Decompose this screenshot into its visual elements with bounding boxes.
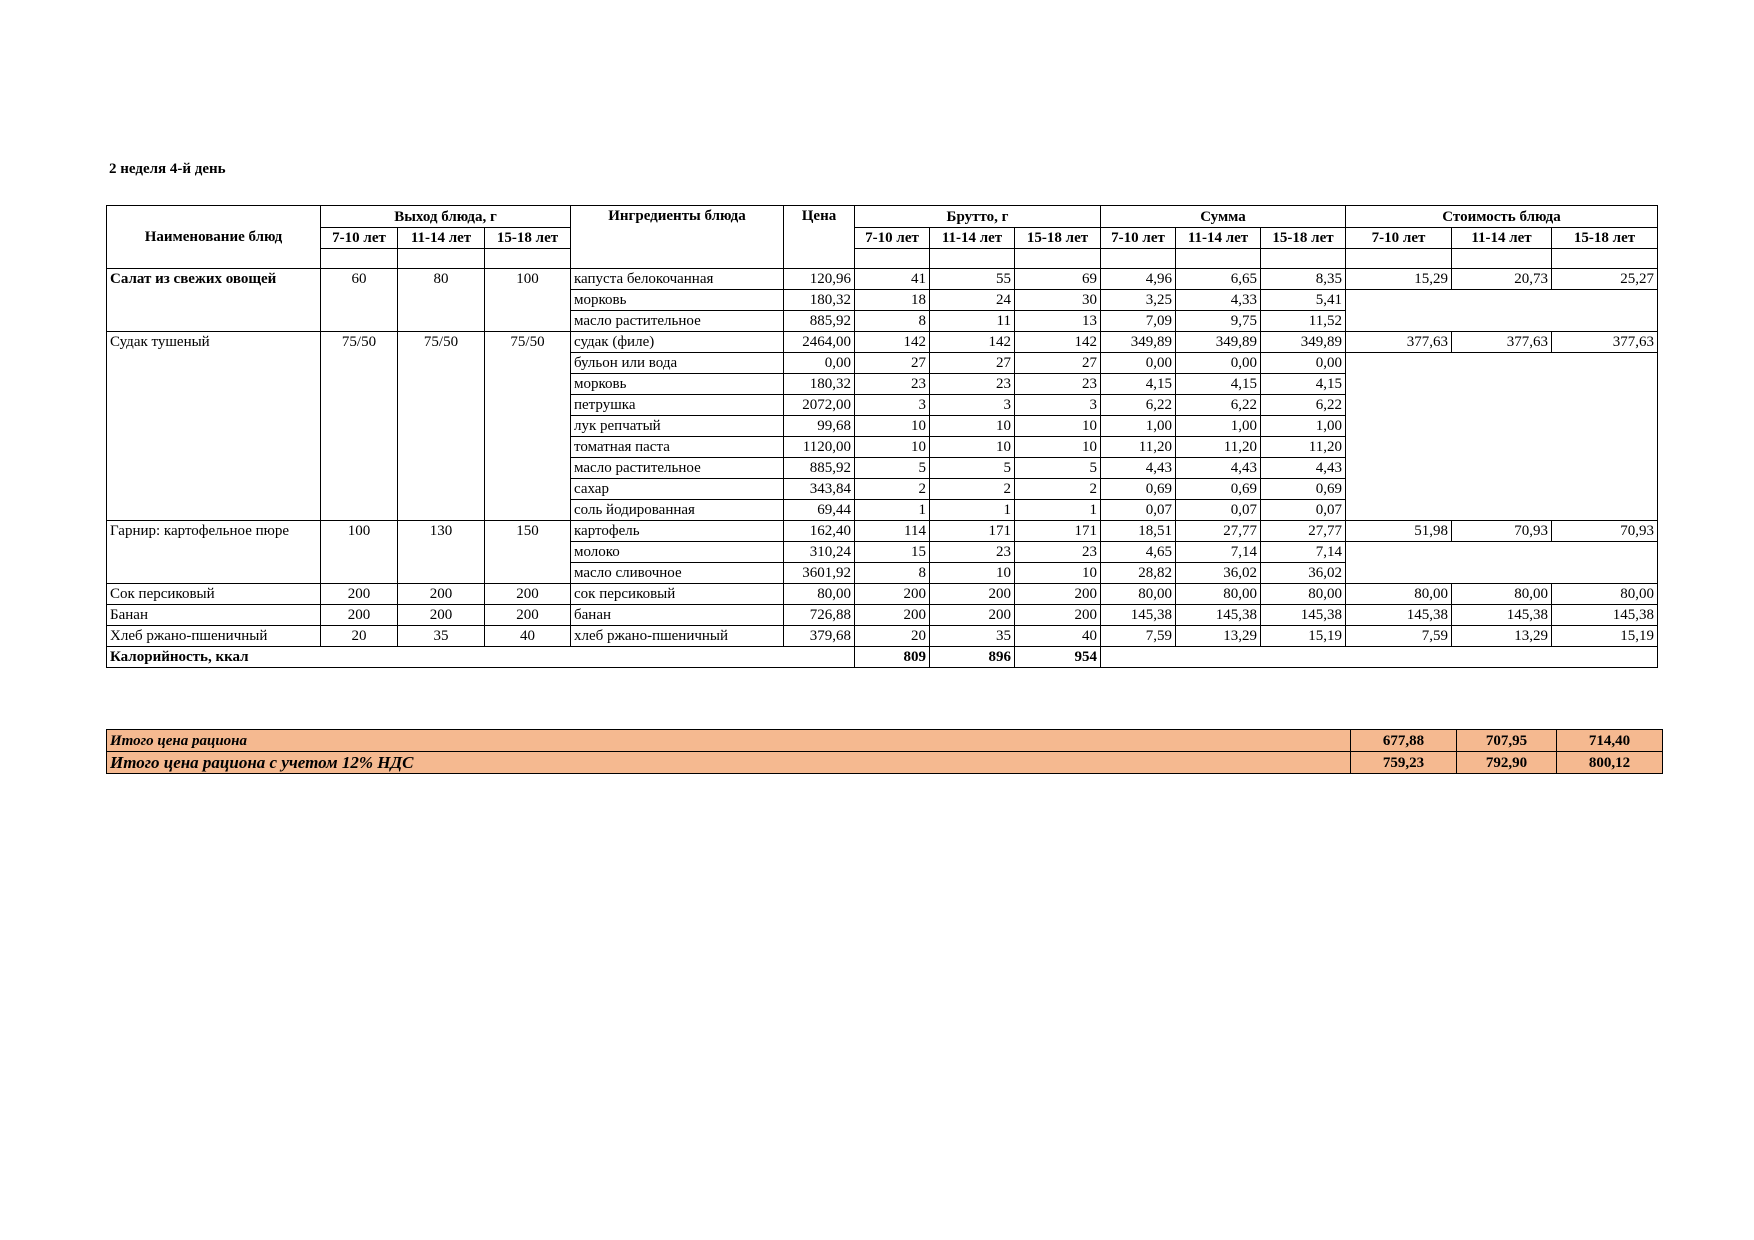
ingredient-gross: 10 [930,437,1015,458]
age-header: 11-14 лет [1452,228,1552,249]
ingredient-price: 0,00 [784,353,855,374]
dish-yield: 200 [485,605,571,626]
ingredient-sum: 11,52 [1261,311,1346,332]
header-yield: Выход блюда, г [321,206,571,228]
totals-label: Итого цена рациона [107,730,1351,752]
totals-vat-row [107,752,1663,774]
ingredient-gross: 5 [1015,458,1101,479]
dish-cost: 80,00 [1452,584,1552,605]
ingredient-gross: 10 [1015,563,1101,584]
ingredient-sum: 145,38 [1261,605,1346,626]
age-header: 11-14 лет [930,228,1015,249]
dish-cost: 145,38 [1452,605,1552,626]
dish-cost: 51,98 [1346,521,1452,542]
ingredient-gross: 23 [930,374,1015,395]
ingredient-gross: 142 [855,332,930,353]
ingredient-sum: 7,59 [1101,626,1176,647]
header-dish-name: Наименование блюд [107,206,321,269]
ingredient-gross: 2 [1015,479,1101,500]
ingredient-gross: 23 [930,542,1015,563]
header-row-ages [107,228,1658,249]
ingredient-sum: 0,07 [1101,500,1176,521]
menu-body [107,269,1658,647]
ingredient-sum: 145,38 [1101,605,1176,626]
ingredient-name: бульон или вода [571,353,784,374]
ingredient-sum: 4,65 [1101,542,1176,563]
dish-cost: 15,19 [1552,626,1658,647]
ingredient-sum: 7,14 [1176,542,1261,563]
ingredient-gross: 200 [1015,605,1101,626]
totals-value: 714,40 [1557,730,1663,752]
ingredient-name: масло сливочное [571,563,784,584]
dish-yield: 150 [485,521,571,584]
ingredient-row [107,584,1658,605]
ingredient-name: томатная паста [571,437,784,458]
header-dish-cost: Стоимость блюда [1346,206,1658,228]
ingredient-row [107,521,1658,542]
totals-vat-label: Итого цена рациона с учетом 12% НДС [107,752,1351,774]
ingredient-gross: 142 [1015,332,1101,353]
ingredient-gross: 15 [855,542,930,563]
ingredient-sum: 6,22 [1176,395,1261,416]
ingredient-price: 162,40 [784,521,855,542]
dish-yield: 75/50 [398,332,485,521]
ingredient-gross: 13 [1015,311,1101,332]
ingredient-gross: 27 [1015,353,1101,374]
ingredient-sum: 0,00 [1176,353,1261,374]
ingredient-gross: 10 [855,416,930,437]
ingredient-gross: 10 [1015,437,1101,458]
dish-yield: 40 [485,626,571,647]
dish-cost-empty [1346,290,1658,332]
dish-yield: 100 [485,269,571,332]
ingredient-name: сахар [571,479,784,500]
ingredient-row [107,332,1658,353]
dish-cost: 145,38 [1552,605,1658,626]
dish-cost-empty [1346,353,1658,521]
totals-row [107,730,1663,752]
ingredient-price: 180,32 [784,290,855,311]
dish-cost: 377,63 [1452,332,1552,353]
dish-cost: 145,38 [1346,605,1452,626]
ingredient-sum: 349,89 [1176,332,1261,353]
age-header: 15-18 лет [1015,228,1101,249]
ingredient-gross: 1 [1015,500,1101,521]
ingredient-sum: 4,33 [1176,290,1261,311]
ingredient-name: молоко [571,542,784,563]
ingredient-gross: 1 [855,500,930,521]
ingredient-sum: 6,65 [1176,269,1261,290]
dish-cost: 377,63 [1346,332,1452,353]
ingredient-name: сок персиковый [571,584,784,605]
header-price: Цена [784,206,855,269]
ingredient-price: 726,88 [784,605,855,626]
dish-cost: 7,59 [1346,626,1452,647]
ingredient-name: соль йодированная [571,500,784,521]
ingredient-sum: 27,77 [1176,521,1261,542]
ingredient-sum: 0,69 [1101,479,1176,500]
ingredient-sum: 9,75 [1176,311,1261,332]
ingredient-sum: 5,41 [1261,290,1346,311]
ingredient-price: 99,68 [784,416,855,437]
ingredient-sum: 1,00 [1101,416,1176,437]
ingredient-row [107,626,1658,647]
dish-cost: 70,93 [1452,521,1552,542]
calories-value: 896 [930,647,1015,668]
ingredient-sum: 18,51 [1101,521,1176,542]
calories-row [107,647,1658,668]
dish-cost: 80,00 [1346,584,1452,605]
ingredient-gross: 3 [855,395,930,416]
ingredient-sum: 145,38 [1176,605,1261,626]
totals-vat-value: 792,90 [1457,752,1557,774]
ingredient-sum: 4,43 [1176,458,1261,479]
dish-cost: 25,27 [1552,269,1658,290]
ingredient-sum: 6,22 [1261,395,1346,416]
calories-empty [1101,647,1658,668]
dish-name: Хлеб ржано-пшеничный [107,626,321,647]
dish-cost-empty [1346,542,1658,584]
ingredient-sum: 28,82 [1101,563,1176,584]
totals-vat-value: 800,12 [1557,752,1663,774]
age-header: 11-14 лет [398,228,485,249]
ingredient-gross: 23 [1015,374,1101,395]
ingredient-sum: 0,69 [1261,479,1346,500]
ingredient-gross: 18 [855,290,930,311]
ingredient-sum: 4,43 [1261,458,1346,479]
ingredient-price: 343,84 [784,479,855,500]
ingredient-sum: 4,15 [1261,374,1346,395]
header-spacer-row [107,249,1658,269]
ingredient-gross: 114 [855,521,930,542]
age-header: 7-10 лет [1101,228,1176,249]
ingredient-gross: 40 [1015,626,1101,647]
ingredient-gross: 142 [930,332,1015,353]
ingredient-sum: 0,07 [1261,500,1346,521]
header-gross: Брутто, г [855,206,1101,228]
ingredient-sum: 4,15 [1101,374,1176,395]
dish-yield: 200 [321,584,398,605]
ingredient-gross: 3 [1015,395,1101,416]
ingredient-sum: 4,96 [1101,269,1176,290]
ingredient-sum: 0,07 [1176,500,1261,521]
dish-cost: 20,73 [1452,269,1552,290]
ingredient-name: банан [571,605,784,626]
ingredient-gross: 10 [930,563,1015,584]
ingredient-gross: 24 [930,290,1015,311]
ingredient-name: судак (филе) [571,332,784,353]
ingredient-gross: 41 [855,269,930,290]
ingredient-sum: 7,09 [1101,311,1176,332]
ingredient-gross: 11 [930,311,1015,332]
ingredient-gross: 23 [855,374,930,395]
ingredient-gross: 171 [1015,521,1101,542]
ingredient-row [107,605,1658,626]
ingredient-sum: 1,00 [1261,416,1346,437]
ingredient-gross: 5 [930,458,1015,479]
ingredient-gross: 200 [930,605,1015,626]
ingredient-sum: 8,35 [1261,269,1346,290]
dish-cost: 70,93 [1552,521,1658,542]
dish-cost: 80,00 [1552,584,1658,605]
ingredient-sum: 6,22 [1101,395,1176,416]
dish-yield: 200 [398,584,485,605]
ingredient-gross: 27 [855,353,930,374]
ingredient-sum: 11,20 [1101,437,1176,458]
ingredient-gross: 20 [855,626,930,647]
ingredient-price: 310,24 [784,542,855,563]
header-row-top [107,206,1658,228]
ingredient-sum: 0,00 [1101,353,1176,374]
ingredient-sum: 4,43 [1101,458,1176,479]
dish-yield: 75/50 [321,332,398,521]
ingredient-gross: 8 [855,563,930,584]
ingredient-price: 3601,92 [784,563,855,584]
ingredient-gross: 2 [855,479,930,500]
page-title: 2 неделя 4-й день [109,161,226,177]
ingredient-price: 379,68 [784,626,855,647]
ingredient-name: масло растительное [571,458,784,479]
age-header: 7-10 лет [855,228,930,249]
dish-cost: 13,29 [1452,626,1552,647]
dish-name: Сок персиковый [107,584,321,605]
ingredient-gross: 10 [930,416,1015,437]
totals-table [106,729,1663,774]
ingredient-gross: 10 [1015,416,1101,437]
ingredient-price: 885,92 [784,311,855,332]
dish-yield: 200 [485,584,571,605]
ingredient-sum: 36,02 [1176,563,1261,584]
ingredient-row [107,269,1658,290]
ingredient-gross: 27 [930,353,1015,374]
dish-yield: 200 [398,605,485,626]
ingredient-sum: 349,89 [1101,332,1176,353]
totals-vat-value: 759,23 [1351,752,1457,774]
dish-name: Гарнир: картофельное пюре [107,521,321,584]
ingredient-sum: 15,19 [1261,626,1346,647]
ingredient-sum: 1,00 [1176,416,1261,437]
ingredient-sum: 80,00 [1176,584,1261,605]
ingredient-price: 885,92 [784,458,855,479]
ingredient-gross: 55 [930,269,1015,290]
ingredient-price: 80,00 [784,584,855,605]
calories-value: 809 [855,647,930,668]
dish-yield: 130 [398,521,485,584]
age-header: 15-18 лет [485,228,571,249]
calories-label: Калорийность, ккал [107,647,855,668]
ingredient-name: лук репчатый [571,416,784,437]
age-header: 7-10 лет [321,228,398,249]
menu-table [106,205,1658,668]
ingredient-price: 2464,00 [784,332,855,353]
totals-value: 707,95 [1457,730,1557,752]
calories-value: 954 [1015,647,1101,668]
ingredient-sum: 0,00 [1261,353,1346,374]
ingredient-price: 2072,00 [784,395,855,416]
ingredient-sum: 11,20 [1261,437,1346,458]
ingredient-gross: 2 [930,479,1015,500]
dish-name: Салат из свежих овощей [107,269,321,332]
ingredient-name: морковь [571,290,784,311]
ingredient-name: масло растительное [571,311,784,332]
dish-yield: 20 [321,626,398,647]
ingredient-sum: 27,77 [1261,521,1346,542]
ingredient-name: морковь [571,374,784,395]
ingredient-sum: 80,00 [1261,584,1346,605]
ingredient-sum: 4,15 [1176,374,1261,395]
ingredient-price: 120,96 [784,269,855,290]
ingredient-gross: 5 [855,458,930,479]
dish-name: Судак тушеный [107,332,321,521]
ingredient-price: 1120,00 [784,437,855,458]
ingredient-gross: 200 [855,605,930,626]
totals-value: 677,88 [1351,730,1457,752]
dish-name: Банан [107,605,321,626]
ingredient-gross: 200 [1015,584,1101,605]
ingredient-gross: 200 [930,584,1015,605]
ingredient-price: 180,32 [784,374,855,395]
header-ingredients: Ингредиенты блюда [571,206,784,269]
dish-cost: 377,63 [1552,332,1658,353]
dish-yield: 60 [321,269,398,332]
dish-yield: 200 [321,605,398,626]
dish-cost: 15,29 [1346,269,1452,290]
ingredient-gross: 69 [1015,269,1101,290]
dish-yield: 80 [398,269,485,332]
ingredient-name: картофель [571,521,784,542]
age-header: 15-18 лет [1552,228,1658,249]
ingredient-name: хлеб ржано-пшеничный [571,626,784,647]
ingredient-sum: 36,02 [1261,563,1346,584]
dish-yield: 100 [321,521,398,584]
ingredient-sum: 0,69 [1176,479,1261,500]
age-header: 7-10 лет [1346,228,1452,249]
ingredient-gross: 30 [1015,290,1101,311]
dish-yield: 35 [398,626,485,647]
age-header: 11-14 лет [1176,228,1261,249]
ingredient-gross: 35 [930,626,1015,647]
ingredient-sum: 3,25 [1101,290,1176,311]
ingredient-gross: 8 [855,311,930,332]
ingredient-gross: 10 [855,437,930,458]
ingredient-sum: 7,14 [1261,542,1346,563]
ingredient-gross: 3 [930,395,1015,416]
header-sum: Сумма [1101,206,1346,228]
ingredient-name: петрушка [571,395,784,416]
ingredient-sum: 11,20 [1176,437,1261,458]
ingredient-gross: 171 [930,521,1015,542]
dish-yield: 75/50 [485,332,571,521]
ingredient-sum: 13,29 [1176,626,1261,647]
ingredient-gross: 200 [855,584,930,605]
ingredient-sum: 349,89 [1261,332,1346,353]
ingredient-gross: 1 [930,500,1015,521]
ingredient-price: 69,44 [784,500,855,521]
ingredient-gross: 23 [1015,542,1101,563]
ingredient-sum: 80,00 [1101,584,1176,605]
ingredient-name: капуста белокочанная [571,269,784,290]
age-header: 15-18 лет [1261,228,1346,249]
